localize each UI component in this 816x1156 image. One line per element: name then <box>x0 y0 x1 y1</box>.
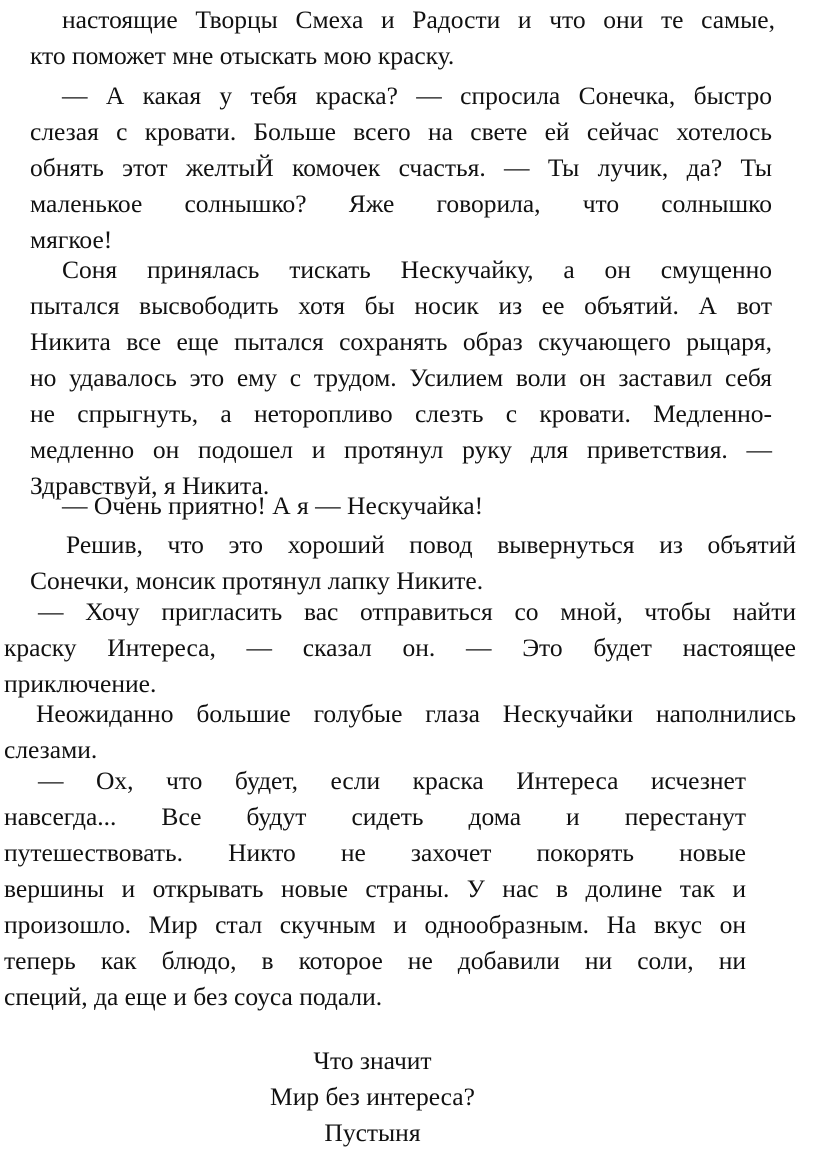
text-line: Неожиданно большие голубые глаза Нескучайки наполнились <box>36 699 796 728</box>
poem-line: Что значит <box>313 1046 432 1075</box>
text-line: мягкое! <box>30 225 113 254</box>
paragraph-1 <box>30 2 775 74</box>
text-line: теперь как блюдо, в которое не добавили ни соли, ни <box>4 946 746 975</box>
text-line: но удавалось это ему с трудом. Усилием воли он заставил себя <box>30 363 772 392</box>
text-line: Здравствуй, я Никита. <box>30 471 270 500</box>
text-line: — Ох, что будет, если краска Интереса исчезнет <box>38 766 746 795</box>
text-line: специй, да еще и без соуса подали. <box>4 982 383 1011</box>
text-line: краску Интереса, — сказал он. — Это будет настоящее <box>4 633 796 662</box>
text-line: медленно он подошел и протянул руку для приветствия. — <box>30 435 772 464</box>
paragraph-7 <box>4 696 796 768</box>
text-line: не спрыгнуть, а неторопливо слезть с кровати. Медленно- <box>30 399 772 428</box>
text-line: кто поможет мне отыскать мою краску. <box>30 41 455 70</box>
paragraph-4 <box>62 488 782 524</box>
text-line: слезая с кровати. Больше всего на свете ей сейчас хотелось <box>30 117 772 146</box>
text-line: настоящие Творцы Смеха и Радости и что они те самые, <box>62 5 775 34</box>
text-line: Соня принялась тискать Нескучайку, а он смущенно <box>62 255 772 284</box>
poem <box>0 1043 745 1151</box>
text-line: Никита все еще пытался сохранять образ скучающего рыцаря, <box>30 327 772 356</box>
text-line: обнять этот желтыЙ комочек счастья. — Ты лучик, да? Ты <box>30 153 772 182</box>
text-line: произошло. Мир стал скучным и однообразным. На вкус он <box>4 910 746 939</box>
paragraph-3 <box>30 252 772 504</box>
text-line: — Очень приятно! А я — Нескучайка! <box>62 491 484 520</box>
text-line: путешествовать. Никто не захочет покорять новые <box>4 838 746 867</box>
poem-line: Пустыня <box>324 1118 421 1147</box>
text-line: вершины и открывать новые страны. У нас в долине так и <box>4 874 746 903</box>
text-line: Сонечки, монсик протянул лапку Никите. <box>30 566 484 595</box>
text-line: навсегда... Все будут сидеть дома и перестанут <box>4 802 746 831</box>
paragraph-2 <box>30 78 772 258</box>
paragraph-6 <box>4 594 796 702</box>
text-line: — А какая у тебя краска? — спросила Сонечка, быстро <box>62 81 772 110</box>
text-line: — Хочу пригласить вас отправиться со мной, чтобы найти <box>38 597 796 626</box>
text-line: пытался высвободить хотя бы носик из ее объятий. А вот <box>30 291 772 320</box>
poem-line: Мир без интереса? <box>270 1082 475 1111</box>
paragraph-5 <box>30 527 796 599</box>
text-line: Решив, что это хороший повод вывернуться из объятий <box>66 530 796 559</box>
text-line: маленькое солнышко? Яже говорила, что солнышко <box>30 189 772 218</box>
text-line: приключение. <box>4 669 157 698</box>
text-line: слезами. <box>4 735 98 764</box>
paragraph-8 <box>4 763 746 1015</box>
